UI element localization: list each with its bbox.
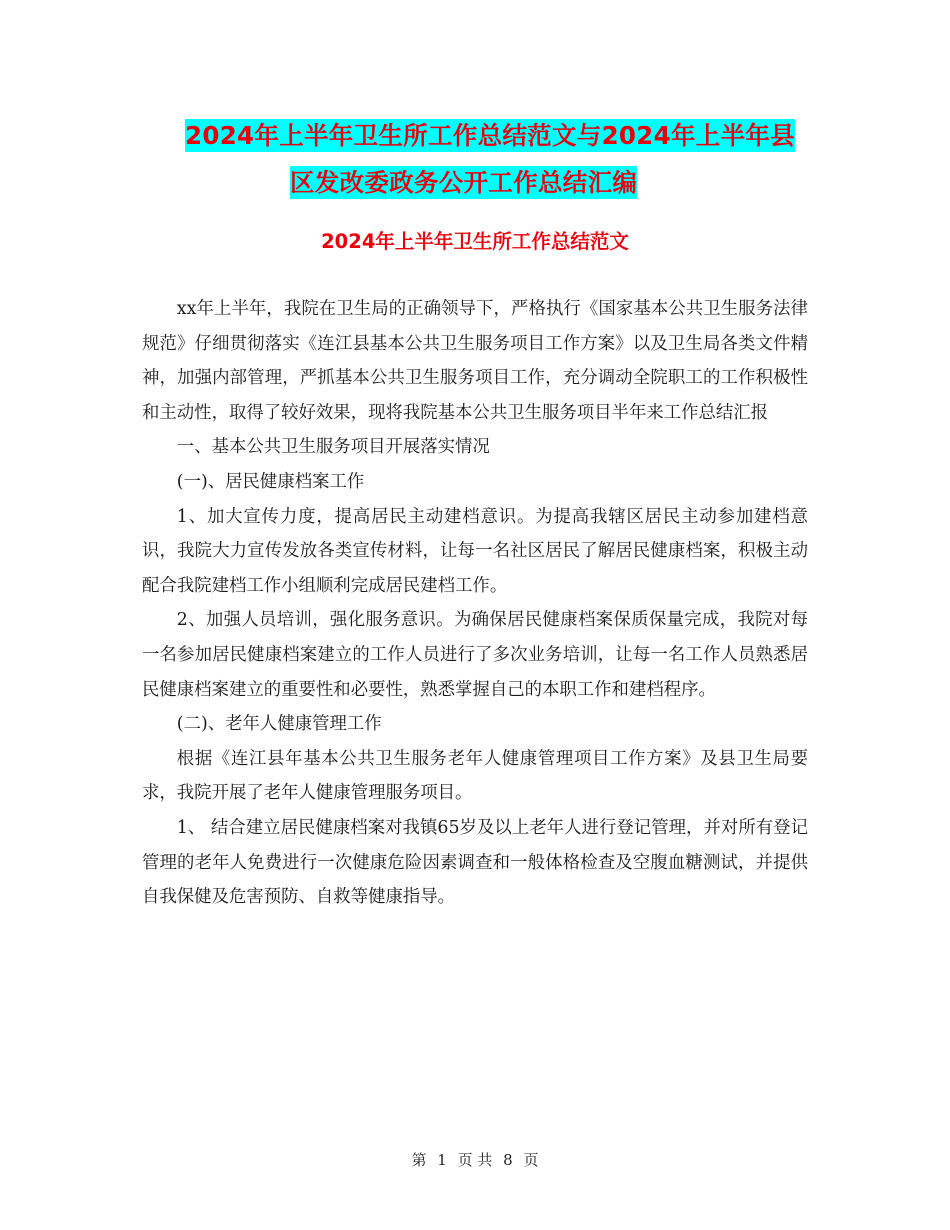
page-footer — [0, 1149, 950, 1170]
footer-prefix: 第 — [411, 1151, 427, 1169]
section-title: 2024年上半年卫生所工作总结范文 — [321, 230, 629, 253]
footer-suffix: 页 — [523, 1151, 539, 1169]
title-line-2: 区发改委政务公开工作总结汇编 — [290, 168, 638, 197]
page-total: 8 — [503, 1151, 513, 1169]
paragraph-intro: xx年上半年，我院在卫生局的正确领导下，严格执行《国家基本公共卫生服务法律规范》仔细贯彻落实《连江县基本公共卫生服务项目工作方案》以及卫生局各类文件精神，加强内部管理，严抓基本公共卫生服务项目工作，充分调动全院职工的工作积极性和主动性，取得了较好效果，现将我院基本公共卫生服务项目半年来工作总结汇报 — [142, 299, 808, 423]
paragraph-item: 1、加大宣传力度，提高居民主动建档意识。为提高我辖区居民主动参加建档意识，我院大力宣传发放各类宣传材料，让每一名社区居民了解居民健康档案，积极主动配合我院建档工作小组顺利完成居民建档工作。 — [142, 506, 808, 596]
page-number: 1 — [437, 1151, 447, 1169]
title-line-1: 2024年上半年卫生所工作总结范文与2024年上半年县 — [185, 121, 795, 150]
paragraph: 根据《连江县年基本公共卫生服务老年人健康管理项目工作方案》及县卫生局要求，我院开展了老年人健康管理服务项目。 — [142, 748, 808, 804]
paragraph-item: 2、加强人员培训，强化服务意识。为确保居民健康档案保质保量完成，我院对每一名参加居民健康档案建立的工作人员进行了多次业务培训，让每一名工作人员熟悉居民健康档案建立的重要性和必要性，熟悉掌握自己的本职工作和建档程序。 — [142, 610, 808, 700]
footer-middle: 页 共 — [457, 1151, 493, 1169]
document-title — [185, 112, 825, 206]
heading-level-1: 一、基本公共卫生服务项目开展落实情况 — [176, 437, 490, 458]
document-body — [142, 292, 808, 915]
paragraph-item: 1、 结合建立居民健康档案对我镇65岁及以上老年人进行登记管理，并对所有登记管理的老年人免费进行一次健康危险因素调查和一般体格检查及空腹血糖测试，并提供自我保健及危害预防、自救等健康指导。 — [142, 817, 808, 908]
heading-level-2: (一)、居民健康档案工作 — [176, 471, 365, 492]
heading-level-2: (二)、老年人健康管理工作 — [176, 714, 382, 735]
